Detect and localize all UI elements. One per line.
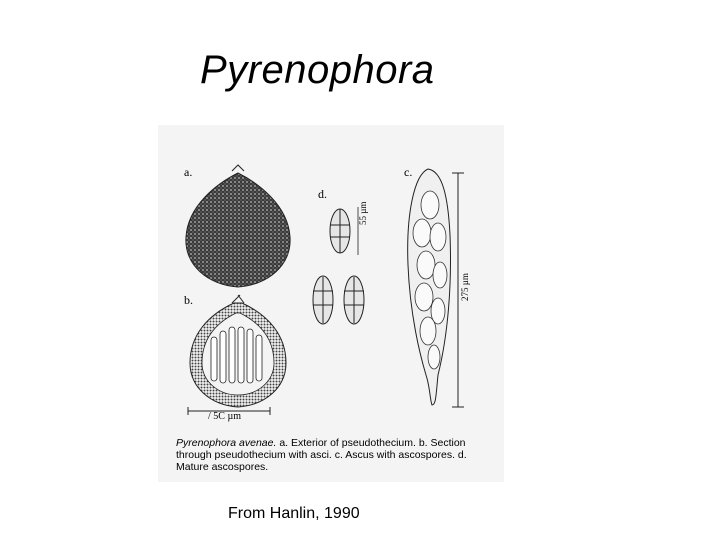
ascospores-drawing bbox=[313, 207, 364, 324]
panel-label-c: c. bbox=[404, 165, 413, 179]
caption-d: d. Mature ascospores. bbox=[176, 449, 467, 473]
figure-plate bbox=[158, 125, 504, 482]
figure-caption bbox=[176, 437, 496, 473]
pseudothecium-exterior-drawing bbox=[186, 165, 290, 287]
caption-species: Pyrenophora avenae. bbox=[176, 437, 277, 449]
caption-c: c. Ascus with ascospores. bbox=[334, 449, 455, 461]
scale-bar-d-label: 55 µm bbox=[358, 201, 368, 225]
panel-label-a: a. bbox=[184, 165, 193, 179]
slide-title: Pyrenophora bbox=[200, 48, 435, 92]
panel-label-b: b. bbox=[184, 293, 193, 307]
caption-b: b. Section through pseudothecium with asci. bbox=[176, 437, 466, 461]
pseudothecium-section-drawing bbox=[188, 295, 286, 415]
scale-bar-b-label: / 5C µm bbox=[208, 411, 241, 422]
scale-bar-c-label: 275 µm bbox=[460, 273, 470, 301]
illustration-svg bbox=[158, 125, 504, 482]
ascus-drawing bbox=[408, 169, 464, 407]
source-credit: From Hanlin, 1990 bbox=[228, 505, 360, 522]
panel-label-d: d. bbox=[318, 187, 327, 201]
caption-a: a. Exterior of pseudothecium. bbox=[279, 437, 416, 449]
